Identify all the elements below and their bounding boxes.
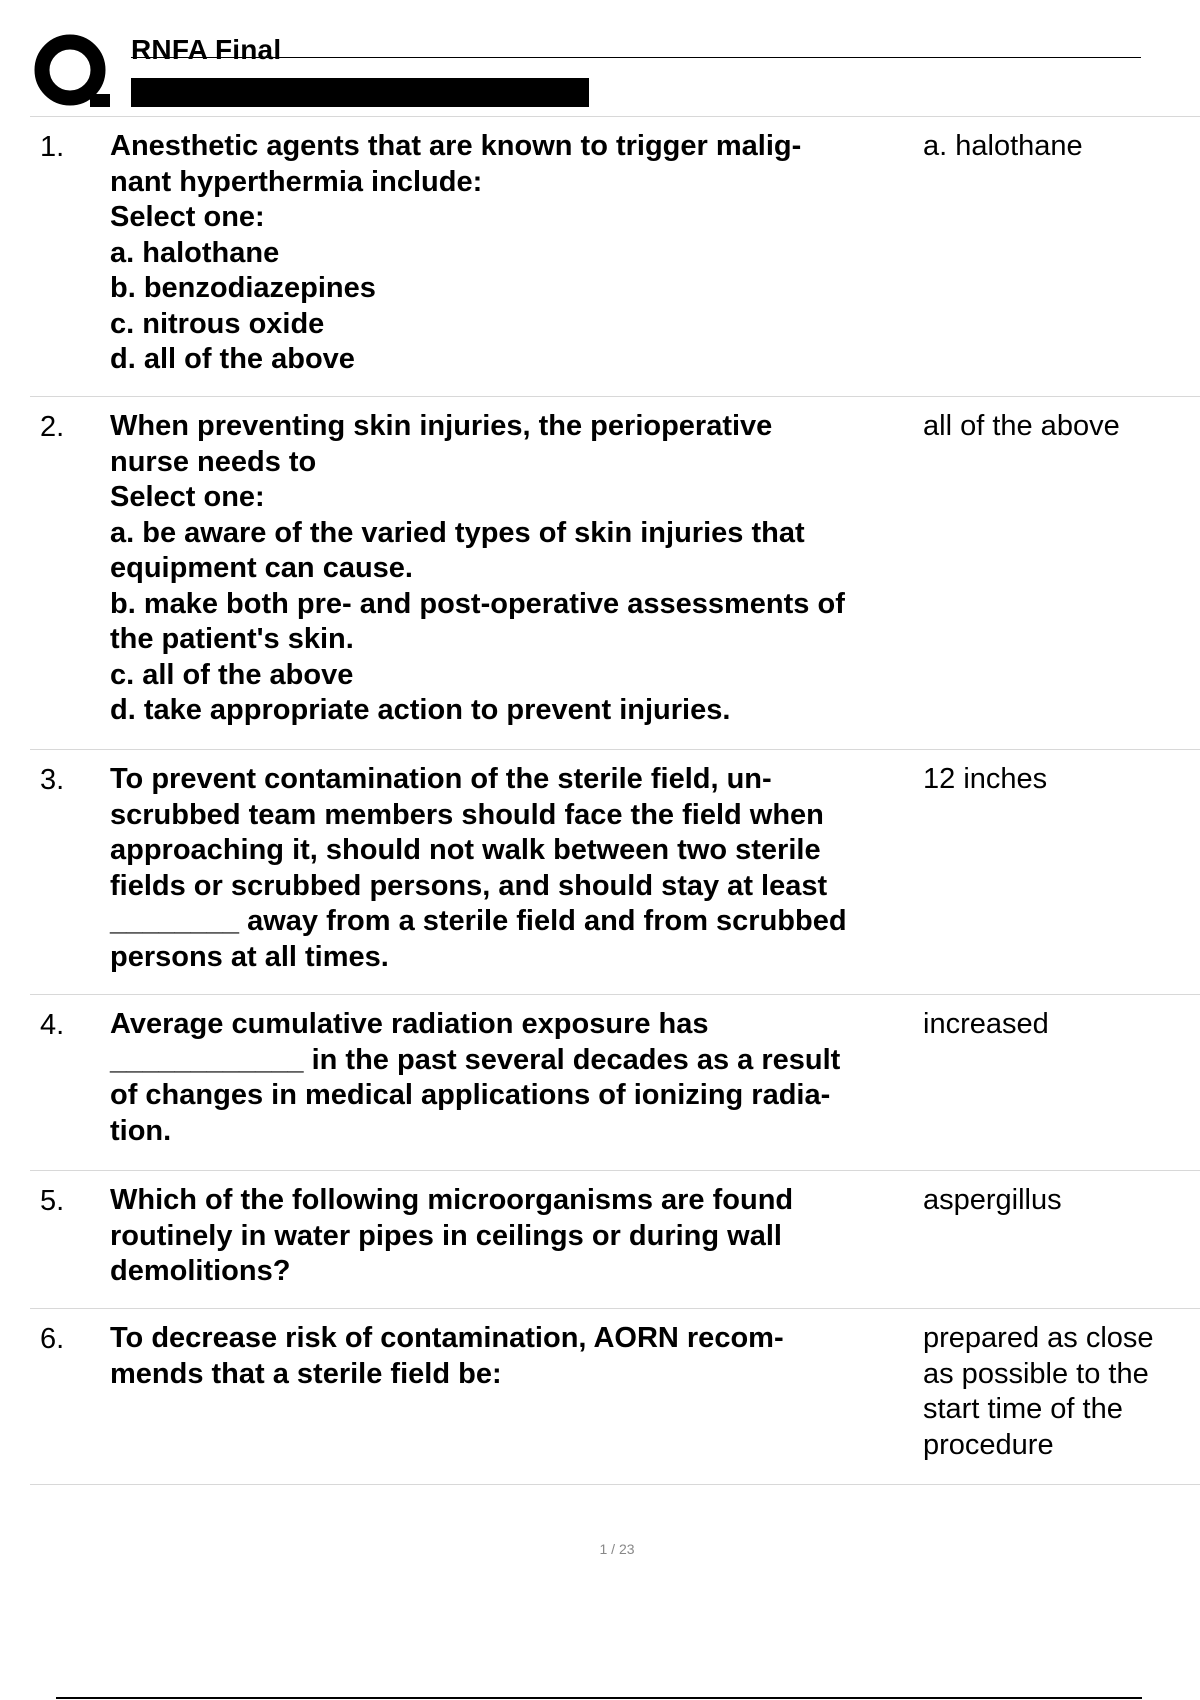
question-line: ________ away from a sterile field and from scrubbed — [110, 905, 847, 937]
question-line: demolitions? — [110, 1255, 291, 1287]
question-line: the patient's skin. — [110, 623, 354, 655]
card-question — [110, 129, 948, 378]
document-title: RNFA Final — [131, 34, 282, 65]
question-line: equipment can cause. — [110, 552, 413, 584]
card-answer — [923, 1321, 1193, 1463]
card-number: 1. — [40, 131, 65, 163]
card-question — [110, 409, 948, 729]
question-line: To prevent contamination of the sterile field, un- — [110, 763, 772, 795]
redacted-bar — [131, 78, 589, 107]
card-question — [110, 762, 948, 975]
question-line: scrubbed team members should face the field when — [110, 798, 824, 831]
question-line: approaching it, should not walk between two sterile — [110, 834, 821, 866]
flashcard-row — [30, 397, 1200, 750]
question-line: b. benzodiazepines — [110, 272, 376, 304]
flashcard-row — [30, 117, 1200, 397]
question-line: Average cumulative radiation exposure has — [110, 1008, 709, 1040]
card-number: 6. — [40, 1323, 65, 1355]
flashcard-row — [30, 995, 1200, 1171]
question-line: When preventing skin injuries, the perioperative — [110, 410, 773, 442]
answer-line: 12 inches — [923, 763, 1048, 795]
question-line: fields or scrubbed persons, and should stay at least — [110, 869, 828, 902]
card-number: 2. — [40, 411, 65, 443]
question-line: mends that a sterile field be: — [110, 1357, 502, 1390]
flashcard-list — [30, 117, 1200, 1485]
card-question — [110, 1007, 948, 1149]
question-line: Anesthetic agents that are known to trigger malig- — [110, 130, 802, 162]
flashcard-row — [30, 1309, 1200, 1485]
question-line: Select one: — [110, 481, 265, 513]
question-line: b. make both pre- and post-operative assessments of — [110, 587, 845, 620]
question-line: persons at all times. — [110, 940, 389, 973]
question-line: To decrease risk of contamination, AORN recom- — [110, 1322, 784, 1354]
card-answer — [923, 1007, 1193, 1043]
card-answer — [923, 409, 1193, 445]
quizlet-logo-icon — [32, 32, 112, 112]
card-answer — [923, 129, 1193, 165]
answer-line: increased — [923, 1008, 1049, 1040]
answer-line: all of the above — [923, 410, 1120, 442]
question-line: d. all of the above — [110, 343, 355, 375]
answer-line: a. halothane — [923, 130, 1083, 162]
question-line: a. be aware of the varied types of skin injuries that — [110, 516, 805, 549]
answer-line: as possible to the — [923, 1357, 1149, 1390]
card-number: 5. — [40, 1185, 65, 1217]
card-question — [110, 1321, 948, 1392]
answer-line: prepared as close — [923, 1322, 1154, 1354]
question-line: d. take appropriate action to prevent injuries. — [110, 694, 731, 726]
card-number: 4. — [40, 1009, 65, 1041]
question-line: routinely in water pipes in ceilings or during wall — [110, 1219, 782, 1252]
answer-line: aspergillus — [923, 1184, 1062, 1216]
title-underline — [131, 57, 1141, 58]
flashcard-row — [30, 1171, 1200, 1309]
question-line: Select one: — [110, 201, 265, 233]
card-question — [110, 1183, 948, 1290]
card-answer — [923, 1183, 1193, 1219]
question-line: nant hyperthermia include: — [110, 165, 483, 198]
flashcard-row — [30, 750, 1200, 995]
card-number: 3. — [40, 764, 65, 796]
card-answer — [923, 762, 1193, 798]
footer-divider — [56, 1697, 1142, 1699]
answer-line: start time of the — [923, 1393, 1123, 1425]
question-line: c. all of the above — [110, 658, 354, 691]
question-line: of changes in medical applications of ionizing radia- — [110, 1079, 831, 1111]
question-line: ____________ in the past several decades as a result — [110, 1043, 841, 1076]
question-line: c. nitrous oxide — [110, 307, 325, 340]
question-line: a. halothane — [110, 236, 280, 269]
question-line: Which of the following microorganisms are found — [110, 1184, 794, 1216]
question-line: tion. — [110, 1114, 172, 1147]
answer-line: procedure — [923, 1428, 1054, 1461]
question-line: nurse needs to — [110, 445, 317, 478]
page-indicator: 1 / 23 — [599, 1541, 635, 1557]
